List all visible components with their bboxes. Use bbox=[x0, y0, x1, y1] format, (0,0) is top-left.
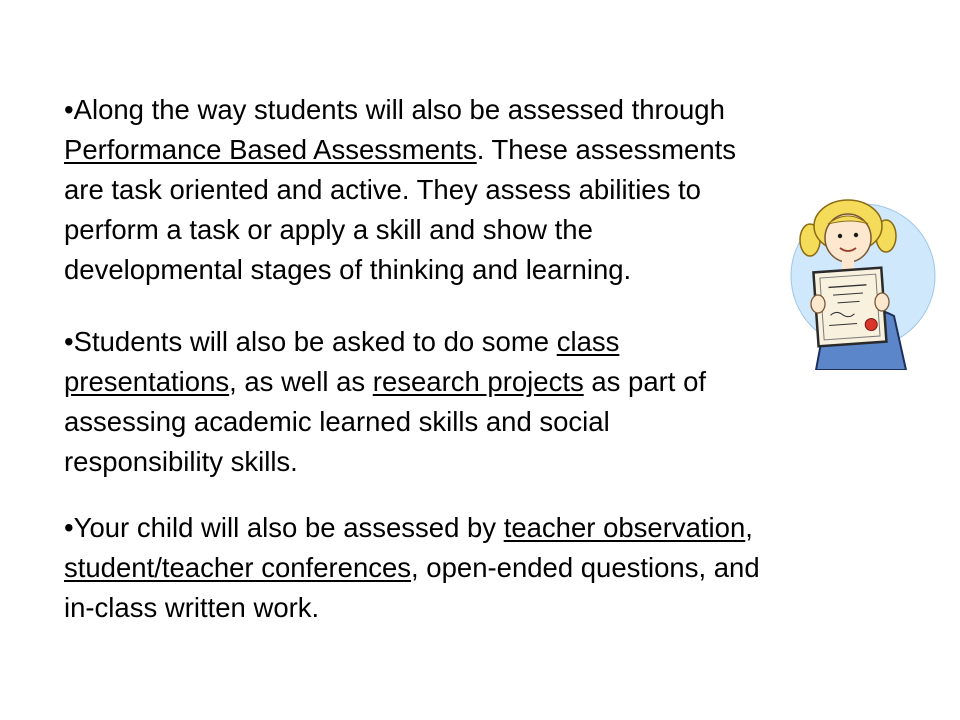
bullet-text: , open-ended questions, and bbox=[411, 552, 760, 583]
underlined-term: class bbox=[556, 326, 620, 357]
underlined-term: student/teacher conferences bbox=[64, 552, 412, 583]
underlined-term: presentations bbox=[64, 366, 230, 397]
bullet-line bbox=[64, 442, 824, 482]
certificate-seal bbox=[865, 318, 878, 331]
bullet-text: in-class written work. bbox=[64, 592, 320, 623]
bullet-line bbox=[64, 90, 864, 130]
bullet-text: are task oriented and active. They assess abilities to bbox=[64, 174, 701, 205]
bullet-marker: • bbox=[64, 512, 74, 543]
bullet-text: , as well as bbox=[229, 366, 373, 397]
underlined-term: research projects bbox=[372, 366, 584, 397]
bullet-marker: • bbox=[64, 326, 74, 357]
bullet-line bbox=[64, 130, 864, 170]
bullet-line bbox=[64, 508, 884, 548]
bullet-text: Along the way students will also be assessed through bbox=[73, 94, 725, 125]
underlined-term: Performance Based Assessments bbox=[64, 134, 477, 165]
bullet-line bbox=[64, 210, 864, 250]
bullet-line bbox=[64, 362, 824, 402]
bullet-text: . These assessments bbox=[476, 134, 737, 165]
bullet-line bbox=[64, 250, 864, 290]
bullet-presentations-projects bbox=[64, 322, 824, 482]
bullet-text: as part of bbox=[583, 366, 707, 397]
bullet-performance-assessments bbox=[64, 90, 864, 290]
bullet-line bbox=[64, 588, 884, 628]
bullet-text: Students will also be asked to do some bbox=[73, 326, 557, 357]
bullet-line bbox=[64, 402, 824, 442]
bullet-text: Your child will also be assessed by bbox=[73, 512, 504, 543]
bullet-line bbox=[64, 322, 824, 362]
bullet-text: , bbox=[745, 512, 753, 543]
girl-holding-certificate-icon bbox=[782, 198, 936, 370]
bullet-line bbox=[64, 170, 864, 210]
bullet-text: perform a task or apply a skill and show the bbox=[64, 214, 593, 245]
bullet-text: developmental stages of thinking and learning. bbox=[64, 254, 632, 285]
bullet-line bbox=[64, 548, 884, 588]
bullet-observation-conferences bbox=[64, 508, 884, 628]
bullet-text: assessing academic learned skills and social bbox=[64, 406, 610, 437]
bullet-marker: • bbox=[64, 94, 74, 125]
underlined-term: teacher observation bbox=[503, 512, 746, 543]
bullet-text: responsibility skills. bbox=[64, 446, 298, 477]
